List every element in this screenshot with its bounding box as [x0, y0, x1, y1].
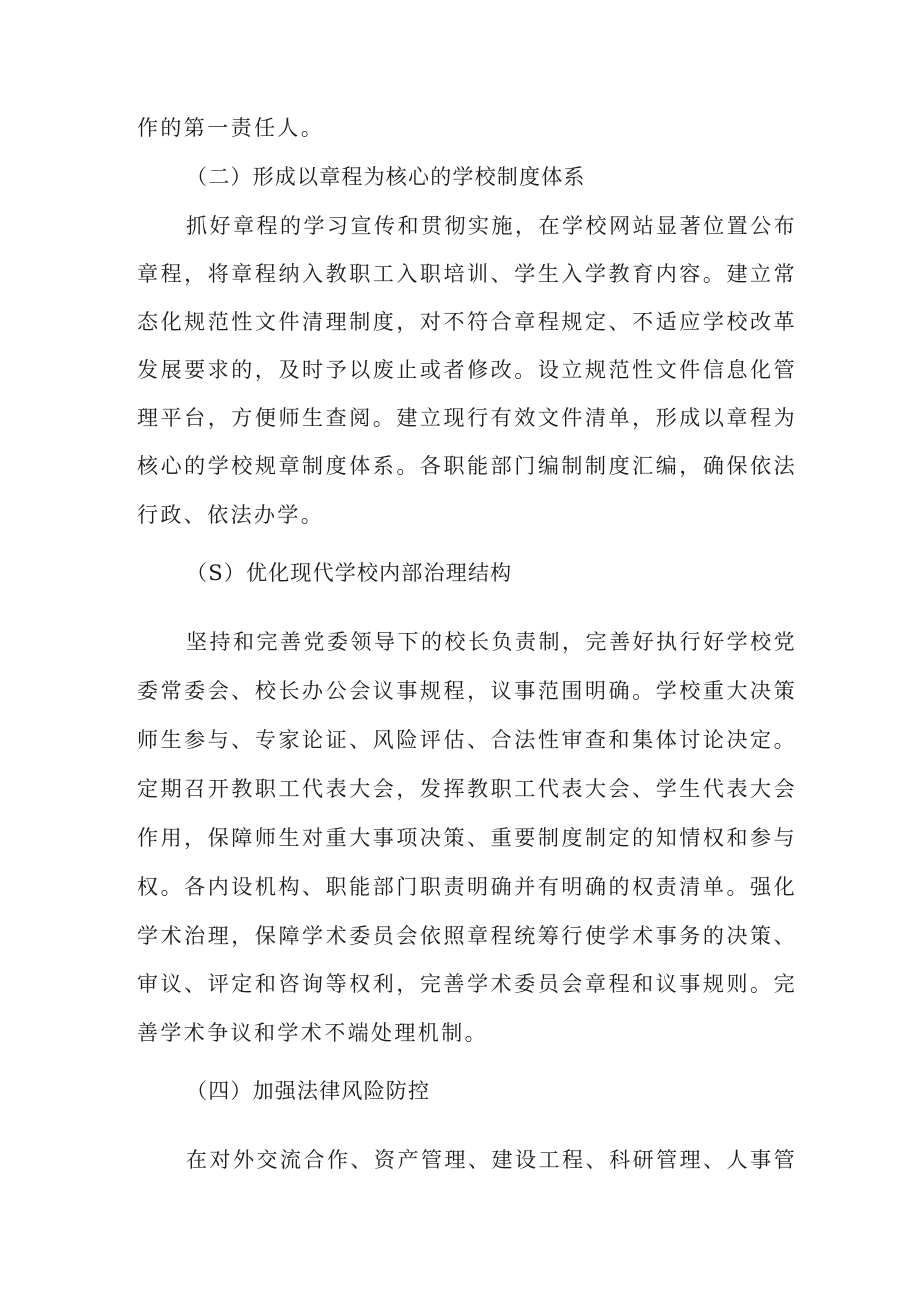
paragraph-line: 理平台，方便师生查阅。建立现行有效文件清单，形成以章程为	[137, 406, 797, 430]
paragraph-line: 权。各内设机构、职能部门职责明确并有明确的权责清单。强化	[137, 875, 797, 899]
paragraph-line: 审议、评定和咨询等权利，完善学术委员会章程和议事规则。完	[137, 972, 797, 996]
paragraph-line: 委常委会、校长办公会议事规程，议事范围明确。学校重大决策	[137, 679, 797, 703]
paragraph-line: 抓好章程的学习宣传和贯彻实施，在学校网站显著位置公布	[186, 214, 797, 238]
section-heading-3: （S）优化现代学校内部治理结构	[186, 561, 513, 585]
paragraph-line: 定期召开教职工代表大会，发挥教职工代表大会、学生代表大会	[137, 777, 797, 801]
paragraph-line: 善学术争议和学术不端处理机制。	[137, 1021, 488, 1045]
paragraph-line: 坚持和完善党委领导下的校长负责制，完善好执行好学校党	[186, 630, 797, 654]
paragraph-line: 核心的学校规章制度体系。各职能部门编制制度汇编，确保依法	[137, 454, 797, 478]
paragraph-line: 发展要求的，及时予以废止或者修改。设立规范性文件信息化管	[137, 358, 797, 382]
section-heading-2: （二）形成以章程为核心的学校制度体系	[186, 165, 586, 189]
paragraph-line: 章程，将章程纳入教职工入职培训、学生入学教育内容。建立常	[137, 262, 797, 286]
paragraph-line: 作用，保障师生对重大事项决策、重要制度制定的知情权和参与	[137, 826, 797, 850]
paragraph-line: 师生参与、专家论证、风险评估、合法性审查和集体讨论决定。	[137, 728, 797, 752]
paragraph-line: 行政、依法办学。	[137, 503, 325, 527]
paragraph-line: 态化规范性文件清理制度，对不符合章程规定、不适应学校改革	[137, 310, 797, 334]
section-heading-4: （四）加强法律风险防控	[186, 1079, 431, 1103]
paragraph-line: 学术治理，保障学术委员会依照章程统筹行使学术事务的决策、	[137, 924, 797, 948]
paragraph-line: 在对外交流合作、资产管理、建设工程、科研管理、人事管	[186, 1148, 797, 1172]
paragraph-line: 作的第一责任人。	[137, 116, 325, 140]
